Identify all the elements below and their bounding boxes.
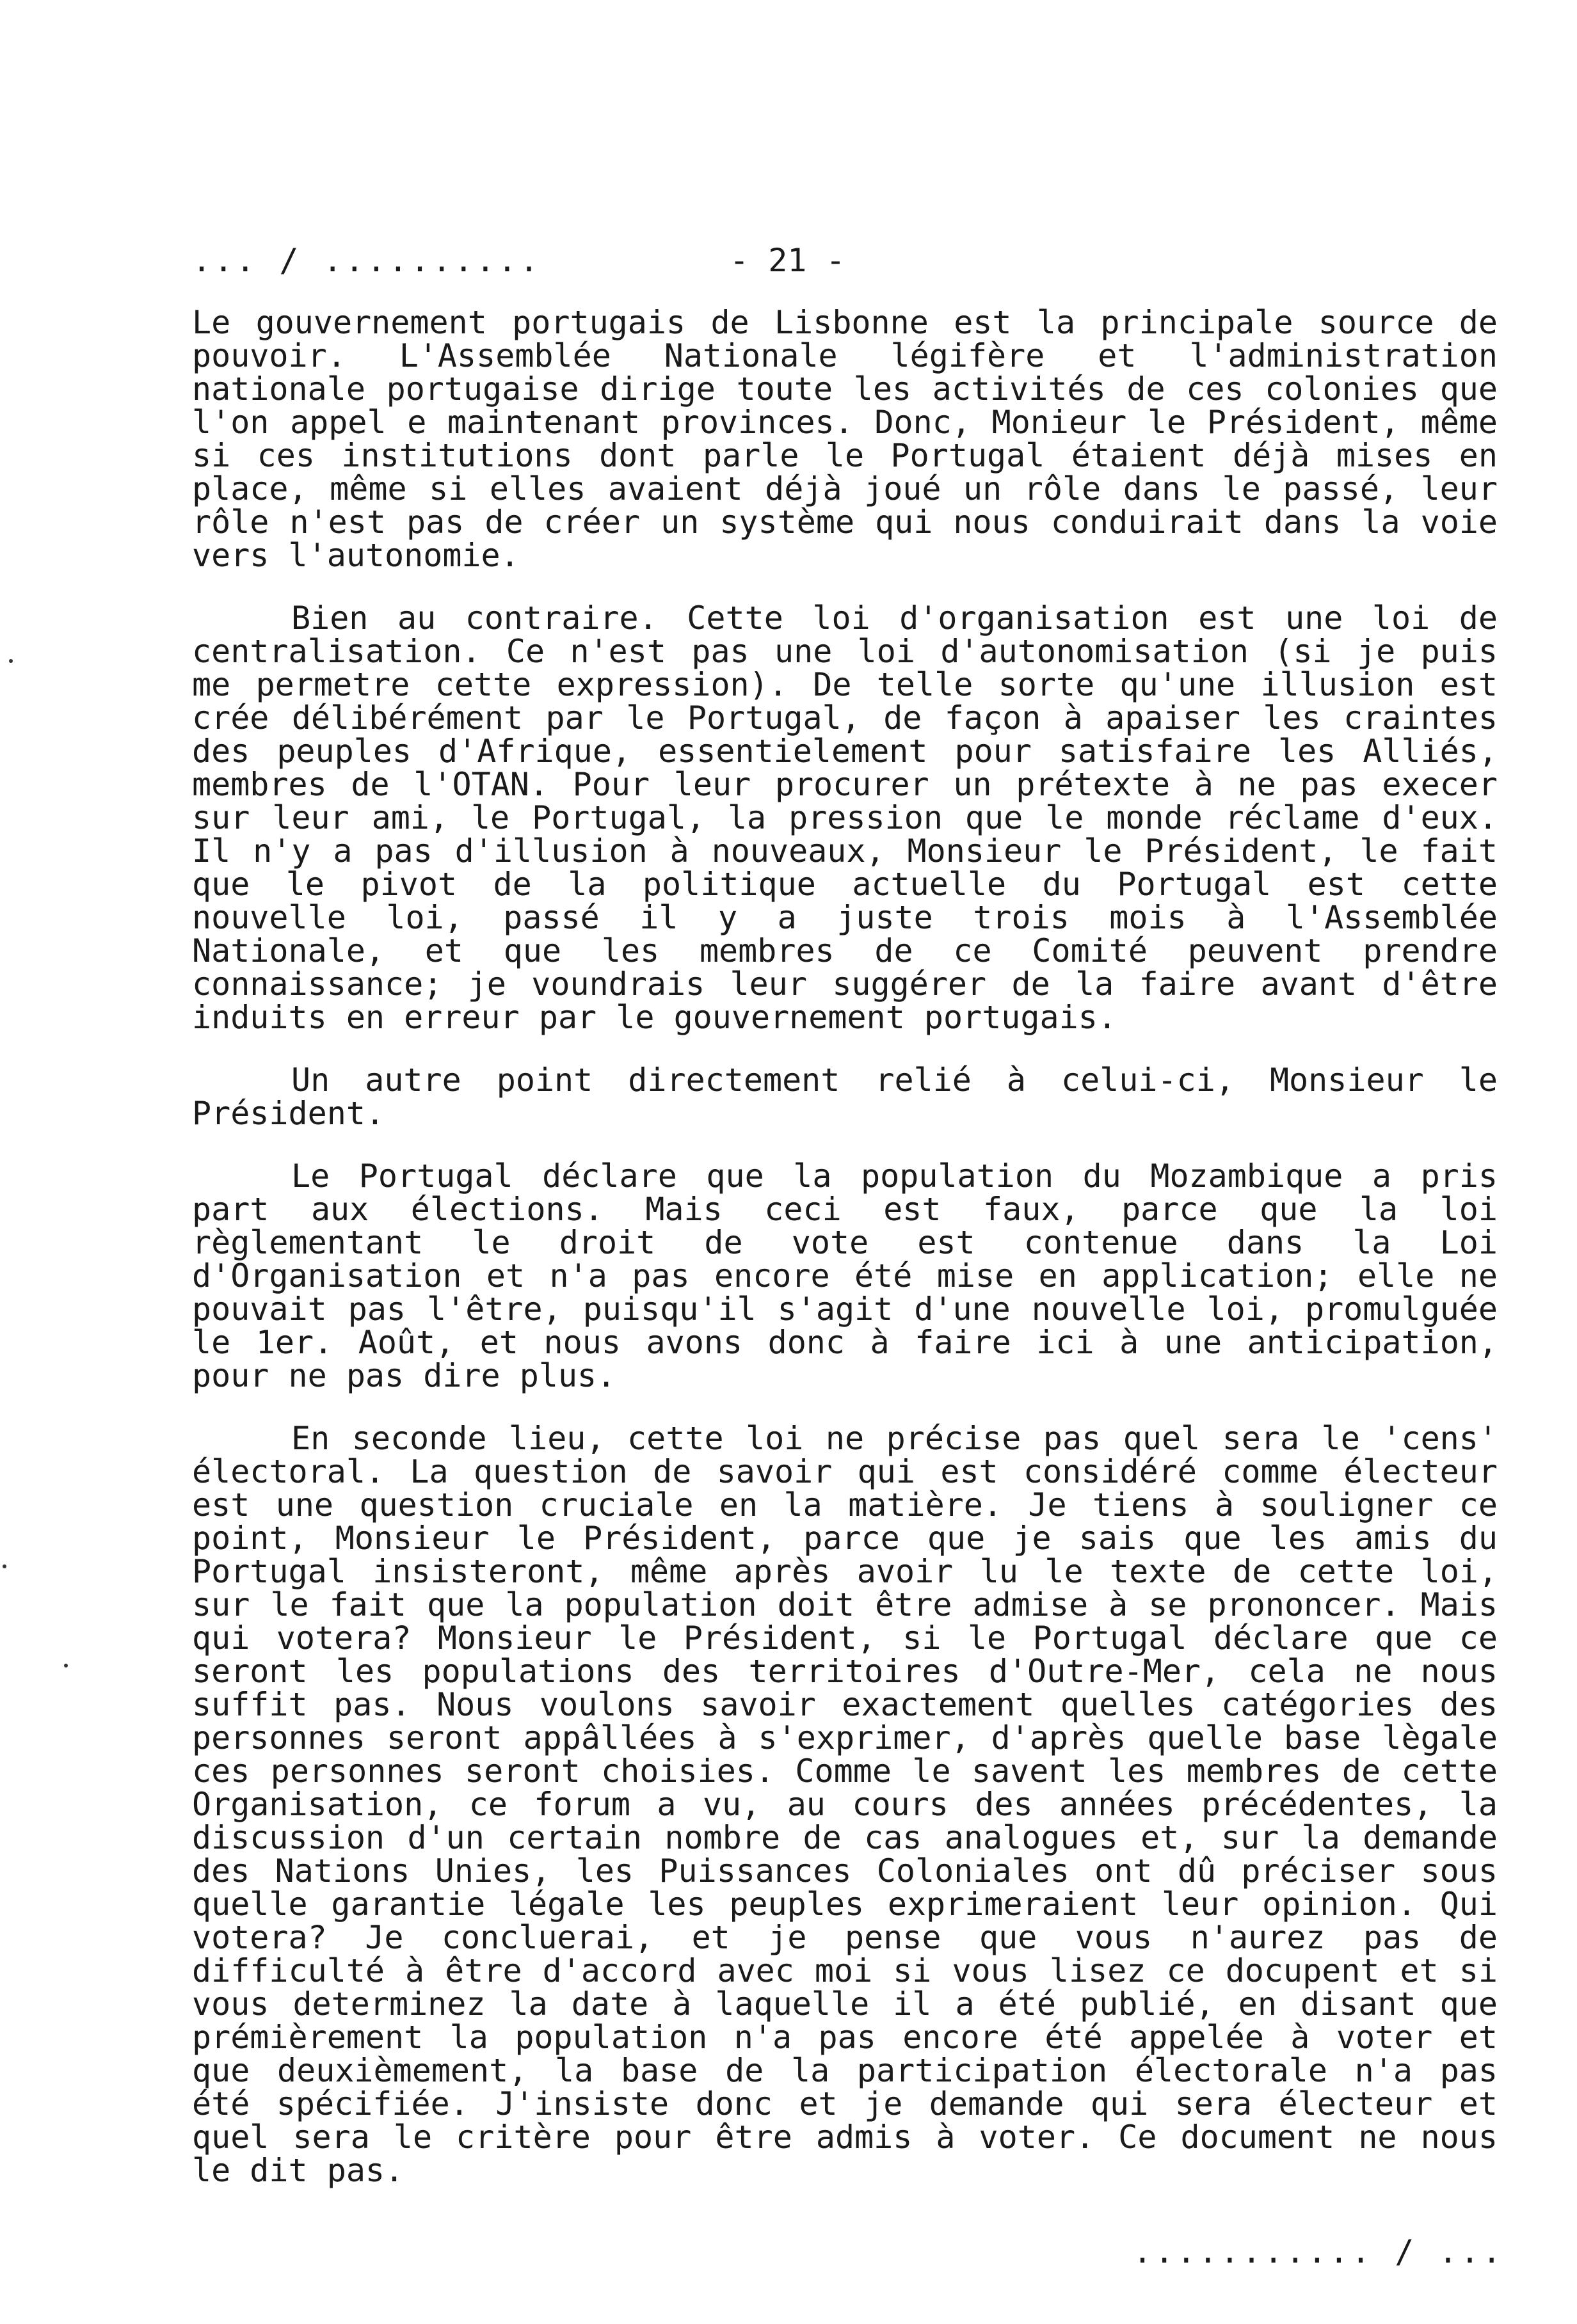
header-continuation-marker: ... / .......... [192,242,541,279]
page-header [192,242,1408,287]
margin-speck [9,659,13,663]
paragraph-1: Le gouvernement portugais de Lisbonne est la principale source de pouvoir. L'Assemblée Nationale légifère et l'administration nationale portugaise dirige toute les activités de ces colonies que l'on appel e maintenant provinces. Donc, Monieur le Président, même si ces institutions dont parle le Portugal étaient déjà mises en place, même si elles avaient déjà joué un rôle dans le passé, leur rôle n'est pas de créer un système qui nous conduirait dans la voie vers l'autonomie. [192,304,1498,574]
page-footer-continuation: ........... / ... [1133,2233,1504,2270]
paragraph-4: Le Portugal déclare que la population du Mozambique a pris part aux élections. Mais ceci est faux, parce que la loi règlementant le droit de vote est contenue dans la Loi d'Organisation et n'a pas encore été mise en application; elle ne pouvait pas l'être, puisqu'il s'agit d'une nouvelle loi, promulguée le 1er. Août, et nous avons donc à faire ici à une anticipation, pour ne pas dire plus. [192,1158,1498,1394]
document-body [192,306,1498,2187]
paragraph-2: Bien au contraire. Cette loi d'organisation est une loi de centralisation. Ce n'est pas une loi d'autonomisation (si je puis me permetre cette expression). De telle sorte qu'une illusion est crée délibérément par le Portugal, de façon à apaiser les craintes des peuples d'Afrique, essentielement pour satisfaire les Alliés, membres de l'OTAN. Pour leur procurer un prétexte à ne pas execer sur leur ami, le Portugal, la pression que le monde réclame d'eux. Il n'y a pas d'illusion à nouveaux, Monsieur le Président, le fait que le pivot de la politique actuelle du Portugal est cette nouvelle loi, passé il y a juste trois mois à l'Assemblée Nationale, et que les membres de ce Comité peuvent prendre connaissance; je voundrais leur suggérer de la faire avant d'être induits en erreur par le gouvernement portugais. [192,600,1498,1036]
margin-speck [64,1664,68,1667]
margin-speck [3,1564,6,1568]
paragraph-5: En seconde lieu, cette loi ne précise pas quel sera le 'cens' électoral. La question de savoir qui est considéré comme électeur est une question cruciale en la matière. Je tiens à souligner ce point, Monsieur le Président, parce que je sais que les amis du Portugal insisteront, même après avoir lu le texte de cette loi, sur le fait que la population doit être admise à se prononcer. Mais qui votera? Monsieur le Président, si le Portugal déclare que ce seront les populations des territoires d'Outre-Mer, cela ne nous suffit pas. Nous voulons savoir exactement quelles catégories des personnes seront appâllées à s'exprimer, d'après quelle base lègale ces personnes seront choisies. Comme le savent les membres de cette Organisation, ce forum a vu, au cours des années précédentes, la discussion d'un certain nombre de cas analogues et, sur la demande des Nations Unies, les Puissances Coloniales ont dû préciser sous quelle garantie légale les peuples exprimeraient leur opinion. Qui votera? Je concluerai, et je pense que vous n'aurez pas de difficulté à être d'accord avec moi si vous lisez ce docupent et si vous determinez la date à laquelle il a été publié, en disant que prémièrement la population n'a pas encore été appelée à voter et que deuxièmement, la base de la participation électorale n'a pas été spécifiée. J'insiste donc et je demande qui sera électeur et quel sera le critère pour être admis à voter. Ce document ne nous le dit pas. [192,1420,1498,2189]
page-number: - 21 - [730,242,845,279]
paragraph-3: Un autre point directement relié à celui-ci, Monsieur le Président. [192,1062,1498,1132]
